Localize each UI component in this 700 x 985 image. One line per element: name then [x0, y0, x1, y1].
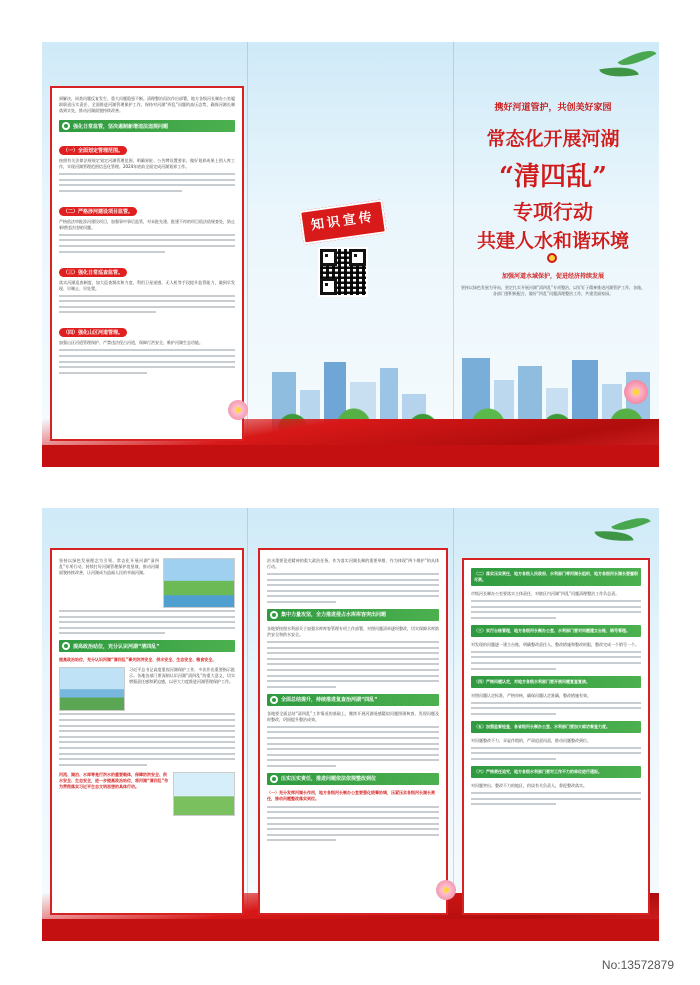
measure-item	[59, 319, 235, 373]
item-text: 严格依法审批涉河建设项目，加强事中事后监管，对未批先建、批建不符的项目依法依规查处，防止新增违法违规问题。	[59, 218, 235, 230]
section-text: （一）充分发挥河湖长作用，地方各级河长制办公室要强化统筹协调，压紧压实各级河长湖长责任，推动问题整改落实到位。	[267, 789, 435, 801]
section-text: 对问题突出、整改不力的地区，约谈有关负责人，督促整改落实。	[471, 782, 587, 788]
flower-decoration	[624, 380, 648, 404]
qr-code	[318, 247, 368, 297]
party-emblem-icon	[547, 253, 557, 263]
flower-decoration	[436, 880, 456, 900]
section-title: 集中力量攻坚，全力推进侵占水库库容突出问题	[281, 612, 387, 619]
fold-line	[247, 42, 248, 467]
intro-text: 坚持以绿色发展理念为引领，常态化开展河湖“清四乱”专项行动，持续打好河湖管理保护攻坚战，推动河湖面貌持续改善，让河湖成为造福人民的幸福河湖。	[59, 558, 159, 575]
red-ribbon	[42, 445, 659, 467]
intro-text: 到解决，同类问题反复发生，重大问题隐患不断。清理整治再次作出部署，地方各级河长制办公室履职职责压实责任，全面推进河湖管理保护工作，保持对河湖“四乱”问题的高压态势，确保河湖长制落到实处，推动河湖面貌持续改善。	[59, 96, 235, 113]
bullet-icon	[62, 122, 70, 130]
section-heading: （三）实行台账管理，地方各级河长制办公室、水利部门要对问题建立台账，销号管理。	[471, 625, 641, 637]
cover-title-line2: “清四乱”	[499, 162, 607, 192]
section-text: 各地要全面总结“清四乱”工作情况的基础上，继续开展河湖遥感疑似问题图斑核查，发现问题及时整改，巩固提升整治成效。	[267, 710, 439, 722]
section-heading: （四）严格问题认定，对地方各级水利部门要开展问题复查复核。	[471, 676, 641, 688]
section-text: 市级河长制办公室要落实主体责任，对辖区内河湖“四乱”问题清理整治工作负总责。	[471, 591, 620, 596]
highlight-text: 提高政治站位，充分认识河湖“清四乱”事关防洪安全、供水安全、生态安全、粮食安全。	[59, 657, 217, 663]
section-text: 对照问题认定标准，严格审核，确保问题认定准确，整改措施有效。	[471, 692, 591, 698]
body-text: 习近平总书记高度重视河湖保护工作，多次作出重要指示批示。各地各部门要深刻认识河湖“清四乱”的重大意义，切实增强责任感和紧迫感，以更大力度推进河湖管理保护工作。	[129, 667, 235, 685]
item-tag: （一）全面划定管理范围。	[59, 146, 127, 155]
item-text: 落实河湖巡查制度，加大巡查频次和力度，利用卫星遥感、无人机等手段提升监管能力，做到早发现、早制止、早处置。	[59, 279, 235, 291]
section-heading	[59, 640, 235, 652]
cover-title-line4: 共建人水和谐环境	[476, 230, 629, 252]
text-panel	[50, 548, 244, 915]
fold-line	[453, 508, 454, 941]
text-panel	[50, 86, 244, 441]
cover-subtitle: 加强河道水域保护，促进经济持续发展	[501, 273, 604, 280]
bullet-icon	[62, 642, 70, 650]
text-panel	[258, 548, 448, 915]
cover-title-line1: 常态化开展河湖	[486, 128, 620, 150]
knowledge-stamp: 知识宣传	[299, 199, 387, 244]
item-tag: （二）严格涉河建设项目监管。	[59, 207, 137, 216]
section-heading	[267, 773, 439, 785]
cover-slogan: 携好河道管护，共创美好家园	[494, 103, 612, 113]
red-ribbon	[42, 919, 659, 941]
section-title: 全面总结提升，持续推进复查治河湖“四乱”	[281, 697, 378, 704]
bullet-icon	[270, 775, 278, 783]
section-heading	[59, 120, 235, 132]
measure-item	[59, 137, 235, 192]
item-text: 加强山区河道管理保护，严禁违法侵占河道，保障行洪安全，维护河湖生态功能。	[59, 340, 203, 346]
section-title: 提高政治站位，充分认识河湖“清四乱”	[73, 643, 160, 650]
section-heading: （二）落实压实责任，地方各级人民政府、水利部门等河湖长组织，地方各级河长湖长要履职尽责。	[471, 568, 641, 586]
bullet-icon	[270, 696, 278, 704]
section-heading: （五）加强监督检查，各省级河长制办公室、水利部门要加大暗访督查力度。	[471, 721, 641, 733]
intro-text: 治水重要论述精神的重大政治任务，作为落实河湖长制的重要举措，作为体现“两个维护”的具体行动。	[267, 558, 439, 569]
section-text: 对发现的问题逐一建立台账，明确整改责任人、整改措施和整改时限，整改完成一个销号一个。	[471, 641, 639, 647]
measure-item	[59, 198, 235, 253]
watermark-number: No:13572879	[601, 958, 674, 972]
item-tag: （四）强化山区河道管理。	[59, 328, 127, 337]
fold-line	[247, 508, 248, 941]
flower-decoration	[228, 400, 248, 420]
section-text: 对问题整改不力、弄虚作假的，严肃追责问责，推动问题整改到位。	[471, 737, 591, 743]
section-title: 强化日常监管，坚决遏制新增违法违规问题	[73, 123, 169, 130]
section-title: 压实压实责任，推进问题依法依规整改到位	[281, 776, 377, 783]
item-tag: （三）强化日常巡查监管。	[59, 268, 127, 277]
cover-description: 坚持以绿色发展为导向，坚定扎实开展河湖“清四乱”专项整治，以钉钉子精神推进河湖管护工作，各地、各部门要积极配合，做好“四乱”问题清理整治工作，共建美丽家园。	[460, 285, 646, 296]
section-heading	[267, 694, 439, 706]
section-text: 各地要按照水利部关于加强水库库容管理专项工作部署，对照问题清单逐项整改，切实保障水库防洪安全和供水安全。	[267, 625, 439, 637]
section-heading: （六）严格责任追究，地方各级水利部门要对工作不力的单位进行通报。	[471, 766, 641, 778]
measure-item	[59, 259, 235, 314]
caption-text: 河流、湖泊、水库等是行洪水的重要载体，保障防洪安全、供水安全、生态安全，进一步提高政治站位，将河湖“清四乱”作为贯彻落实习近平生态文明思想的具体行动。	[59, 771, 169, 789]
item-text: 按照有关法律法规规定划定河湖管理范围，明确界桩、公告牌设置要求，做好划界成果上图入库工作，实现河湖管理范围信息化管理。2024年底前全面完成河湖划界工作。	[59, 158, 235, 169]
text-panel	[462, 558, 650, 915]
reservoir-photo	[59, 667, 125, 711]
windmill-photo	[173, 772, 235, 816]
landscape-photo	[163, 558, 235, 608]
section-heading	[267, 609, 439, 621]
bullet-icon	[270, 611, 278, 619]
cover-title-line3: 专项行动	[513, 200, 593, 224]
